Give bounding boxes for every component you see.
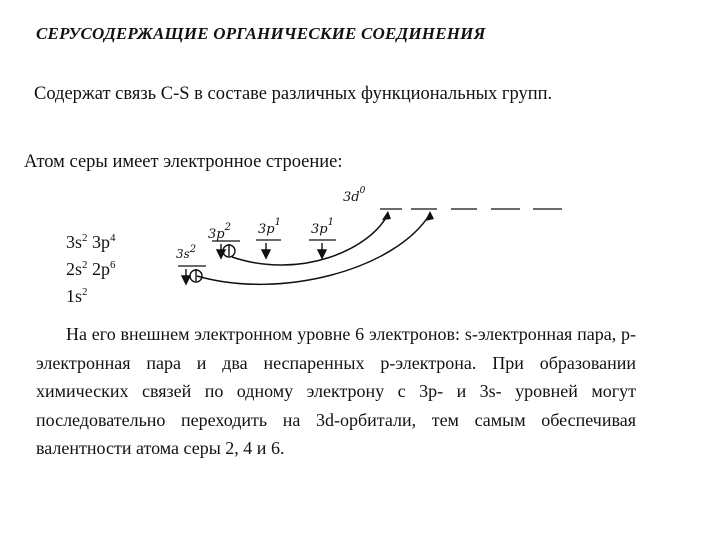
atom-structure-heading: Атом серы имеет электронное строение:	[24, 152, 343, 172]
p-orbital-lines	[212, 240, 336, 241]
label-3p-c: $3p^1$	[311, 217, 334, 237]
config-line-2: $2s^2$ $2p^6$	[66, 259, 116, 279]
label-3p-b: $3p^1$	[258, 217, 281, 237]
arrowheads	[382, 211, 434, 221]
label-3d: $3d^0$	[343, 186, 366, 205]
label-3p-a: $3p^2$	[208, 222, 231, 242]
intro-text: Содержат связь C-S в составе различных функциональных групп.	[34, 84, 553, 104]
config-line-1: $1s^2$	[66, 286, 88, 306]
page-title: СЕРУСОДЕРЖАЩИЕ ОРГАНИЧЕСКИЕ СОЕДИНЕНИЯ	[36, 24, 486, 43]
description-paragraph: На его внешнем электронном уровне 6 электронов: s-электронная пара, p-электронная пара и два неспаренных p-электрона. При образовании химических связей по одному электрону с 3p- и 3s- уровней могут последовательно переходить на 3d-орбитали, тем самым обеспечивая валентности атома серы 2, 4 и 6.	[36, 324, 636, 458]
config-line-3: $3s^2$ $3p^4$	[66, 232, 116, 252]
p-electrons	[217, 243, 326, 258]
label-3s: $3s^2$	[176, 244, 197, 261]
